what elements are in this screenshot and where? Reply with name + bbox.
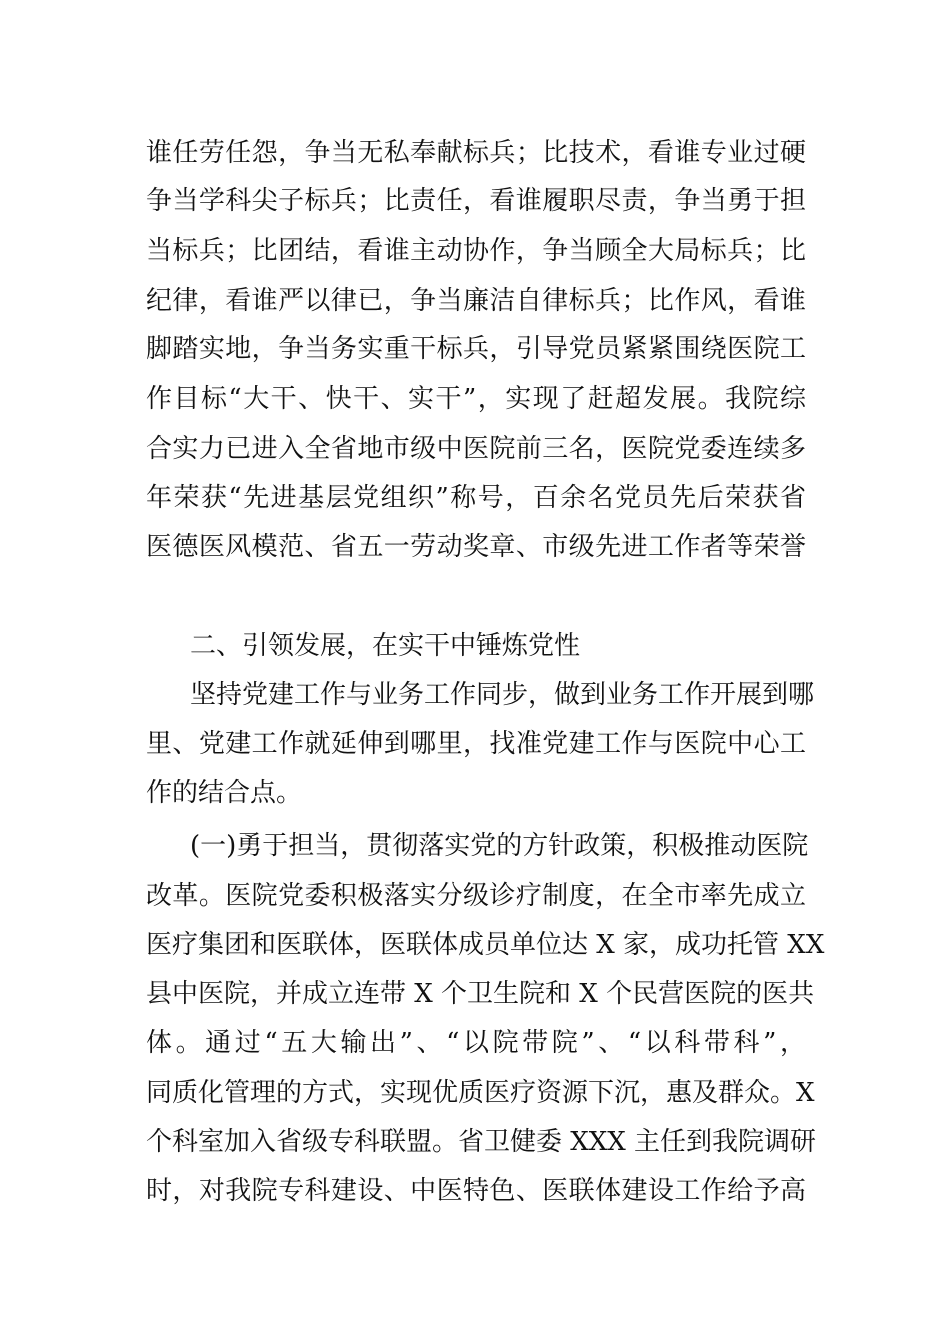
paragraph-2-line-3: 作的结合点。 <box>146 778 303 808</box>
paragraph-2-line-1: 坚持党建工作与业务工作同步，做到业务工作开展到哪 <box>190 680 815 710</box>
paragraph-1-line-5: 脚踏实地，争当务实重干标兵，引导党员紧紧围绕医院工 <box>146 334 806 364</box>
paragraph-3-line-6: 同质化管理的方式，实现优质医疗资源下沉，惠及群众。X <box>146 1078 815 1108</box>
paragraph-3-line-4: 县中医院，并成立连带 X 个卫生院和 X 个民营医院的医共 <box>146 979 815 1009</box>
paragraph-1-line-3: 当标兵；比团结，看谁主动协作，争当顾全大局标兵；比 <box>146 236 806 266</box>
paragraph-1-line-6: 作目标“大干、快干、实干”，实现了赶超发展。我院综 <box>146 384 806 414</box>
paragraph-3-line-2: 改革。医院党委积极落实分级诊疗制度，在全市率先成立 <box>146 881 806 911</box>
paragraph-1-line-2: 争当学科尖子标兵；比责任，看谁履职尽责，争当勇于担 <box>146 186 806 216</box>
paragraph-3-line-3: 医疗集团和医联体，医联体成员单位达 X 家，成功托管 XX <box>146 930 825 960</box>
paragraph-1-line-8: 年荣获“先进基层党组织”称号，百余名党员先后荣获省 <box>146 483 806 513</box>
paragraph-2-line-2: 里、党建工作就延伸到哪里，找准党建工作与医院中心工 <box>146 729 806 759</box>
paragraph-1-line-4: 纪律，看谁严以律已，争当廉洁自律标兵；比作风，看谁 <box>146 286 806 316</box>
section-heading: 二、引领发展，在实干中锤炼党性 <box>190 631 581 661</box>
paragraph-1-line-7: 合实力已进入全省地市级中医院前三名，医院党委连续多 <box>146 434 806 464</box>
paragraph-1-line-9: 医德医风模范、省五一劳动奖章、市级先进工作者等荣誉 <box>146 532 806 562</box>
paragraph-1-line-1: 谁任劳任怨，争当无私奉献标兵；比技术，看谁专业过硬 <box>146 138 806 168</box>
paragraph-3-line-7: 个科室加入省级专科联盟。省卫健委 XXX 主任到我院调研 <box>146 1127 817 1157</box>
paragraph-3-line-8: 时，对我院专科建设、中医特色、医联体建设工作给予高 <box>146 1176 806 1206</box>
paragraph-3-line-1: (一)勇于担当，贯彻落实党的方针政策，积极推动医院 <box>190 831 809 861</box>
paragraph-3-line-5: 体。通过“五大输出”、“以院带院”、“以科带科”， <box>146 1028 806 1058</box>
